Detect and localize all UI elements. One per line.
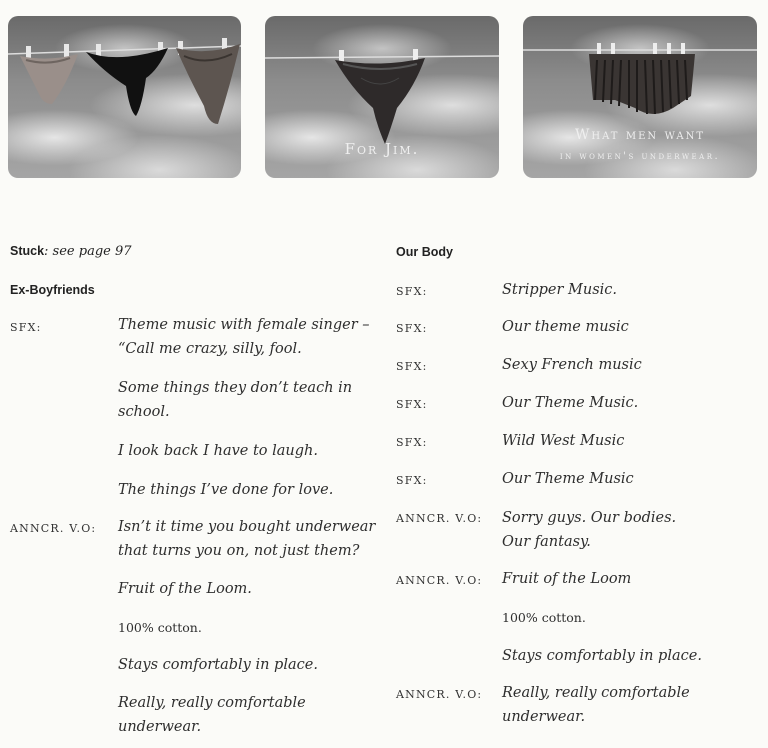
script-line (118, 376, 352, 424)
script-line (502, 467, 634, 491)
script-line-text: 100% cotton. (118, 620, 202, 635)
script-line (118, 515, 375, 563)
script-line-text: Some things they don’t teach in (118, 380, 353, 396)
script-line-text: Fruit of the Loom. (118, 581, 252, 597)
stuck-page-ref: : see page 97 (44, 244, 132, 259)
script-line (502, 315, 629, 339)
script-line (118, 691, 306, 739)
script-label: SFX: (396, 322, 428, 335)
script-line-text: Our theme music (502, 319, 629, 335)
script-line-text: Our Theme Music. (502, 395, 639, 411)
script-line (502, 429, 624, 453)
script-line (502, 506, 676, 554)
photo-caption (265, 140, 499, 158)
caption-line: For Jim. (344, 140, 420, 158)
script-line (118, 439, 318, 463)
script-label: SFX: (396, 360, 428, 373)
clothesline-illustration (8, 16, 241, 178)
script-line-text: I look back I have to laugh. (118, 443, 318, 459)
script-line-text: that turns you on, not just them? (118, 543, 360, 559)
script-line (118, 478, 333, 502)
section-title-ex-boyfriends: Ex-Boyfriends (10, 283, 95, 297)
script-line (502, 644, 702, 668)
script-label: ANNCR. V.O: (396, 574, 483, 587)
script-line (502, 391, 638, 415)
stuck-title: Stuck (10, 244, 45, 258)
script-line-text: 100% cotton. (502, 610, 586, 625)
script-line-text: “Call me crazy, silly, fool. (118, 341, 302, 357)
photo-caption (523, 124, 757, 168)
script-line-text: Really, really comfortable (118, 695, 306, 711)
script-line (118, 577, 252, 601)
script-line (118, 616, 202, 640)
caption-line: What men want (574, 127, 706, 143)
script-line-text: underwear. (118, 719, 202, 735)
script-label: ANNCR. V.O: (396, 688, 483, 701)
script-line-text: Our fantasy. (502, 534, 591, 550)
script-line-text: Stripper Music. (502, 282, 618, 298)
script-line-text: Really, really comfortable (502, 685, 690, 701)
script-line-text: Sexy French music (502, 357, 642, 373)
script-line (502, 567, 631, 591)
script-line (118, 653, 318, 677)
script-line (502, 278, 617, 302)
script-line (502, 353, 642, 377)
script-label: ANNCR. V.O: (10, 522, 97, 535)
script-line-text: Stays comfortably in place. (502, 648, 702, 664)
script-label: SFX: (396, 436, 428, 449)
script-label: SFX: (10, 321, 42, 334)
script-line-text: school. (118, 404, 170, 420)
script-line-text: Fruit of the Loom (502, 571, 632, 587)
script-line-text: Stays comfortably in place. (118, 657, 318, 673)
script-line-text: Wild West Music (502, 433, 625, 449)
script-line-text: Theme music with female singer – (118, 317, 370, 333)
script-line-text: underwear. (502, 709, 586, 725)
script-label: SFX: (396, 285, 428, 298)
stuck-reference (10, 244, 132, 259)
photo-three-thongs-on-clothesline (8, 16, 241, 178)
script-line (502, 606, 586, 630)
section-title-our-body: Our Body (396, 245, 453, 259)
script-line-text: Our Theme Music (502, 471, 634, 487)
script-line (118, 313, 370, 361)
photo-fringe-underwear (523, 16, 757, 178)
script-label: ANNCR. V.O: (396, 512, 483, 525)
script-label: SFX: (396, 398, 428, 411)
caption-line: in women's underwear. (559, 151, 721, 162)
script-line (502, 681, 690, 729)
script-line-text: Isn’t it time you bought underwear (118, 519, 376, 535)
photo-lace-thong-for-jim (265, 16, 499, 178)
script-line-text: The things I’ve done for love. (118, 482, 334, 498)
script-label: SFX: (396, 474, 428, 487)
script-line-text: Sorry guys. Our bodies. (502, 510, 677, 526)
